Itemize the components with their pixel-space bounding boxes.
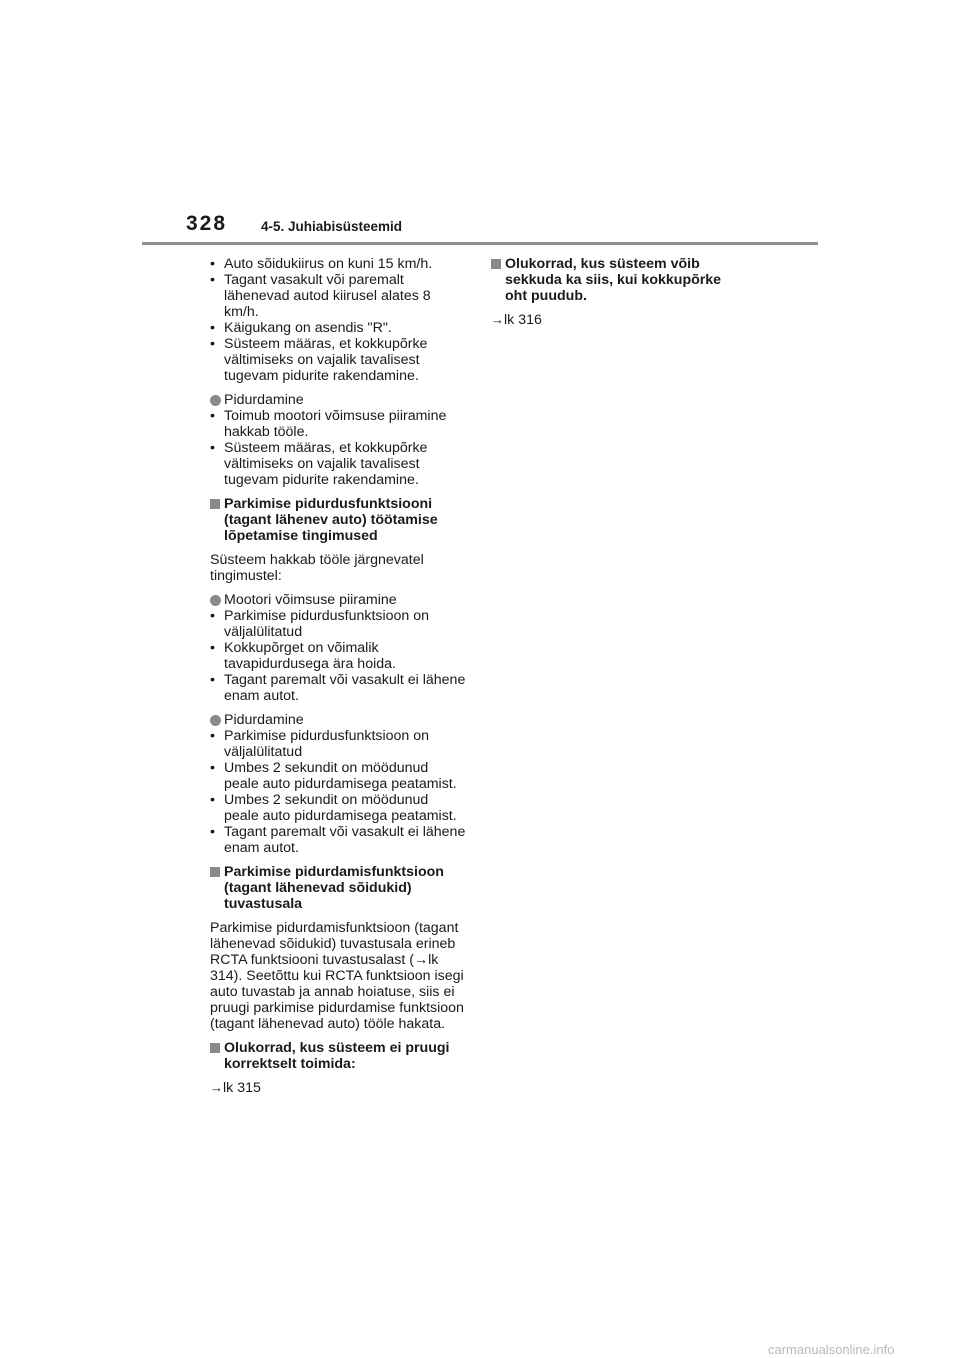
bullet-text: Süsteem määras, et kokkupõrke xyxy=(224,440,428,456)
bullet-item xyxy=(210,408,472,440)
paragraph-line: (tagant lähenevad auto) tööle hakata. xyxy=(210,1016,446,1032)
arrow-right-icon: → xyxy=(491,312,504,327)
bullet-text: Tagant paremalt või vasakult ei lähene xyxy=(224,672,466,688)
circle-bullet-icon xyxy=(210,595,221,606)
heading-text: tuvastusala xyxy=(224,896,303,912)
reference-text: lk 316 xyxy=(504,312,542,328)
group-title: Pidurdamine xyxy=(224,392,304,408)
group-title: Pidurdamine xyxy=(224,712,304,728)
heading-text: oht puudub. xyxy=(505,288,587,304)
heading-text: sekkuda ka siis, kui kokkupõrke xyxy=(505,272,722,288)
heading-text: lõpetamise tingimused xyxy=(224,528,378,544)
bullet-text: Kokkupõrget on võimalik xyxy=(224,640,379,656)
square-heading-icon xyxy=(210,499,220,509)
bullet-dot-icon: • xyxy=(210,408,215,424)
bullet-item xyxy=(210,440,472,488)
bullet-dot-icon: • xyxy=(210,320,215,336)
bullet-dot-icon: • xyxy=(210,792,215,808)
right-column xyxy=(491,256,753,336)
end-conditions-intro xyxy=(210,552,472,584)
bullet-text: Umbes 2 sekundit on möödunud xyxy=(224,760,429,776)
bullet-item xyxy=(210,256,472,272)
bullet-text: hakkab tööle. xyxy=(224,424,309,440)
bullet-text: Auto sõidukiirus on kuni 15 km/h. xyxy=(224,256,433,272)
bullet-text: Tagant paremalt või vasakult ei lähene xyxy=(224,824,466,840)
watermark: carmanualsonline.info xyxy=(768,1342,895,1357)
intro-bullet-list xyxy=(210,256,472,384)
bullet-item xyxy=(210,728,472,760)
section-title: 4-5. Juhiabisüsteemid xyxy=(261,219,403,234)
left-column xyxy=(210,256,472,1104)
bullet-item xyxy=(210,792,472,824)
square-heading-icon xyxy=(210,1043,220,1053)
bullet-dot-icon: • xyxy=(210,672,215,688)
bullet-dot-icon: • xyxy=(210,760,215,776)
circle-bullet-icon xyxy=(210,395,221,406)
heading-text: Olukorrad, kus süsteem võib xyxy=(505,256,700,272)
bullet-dot-icon: • xyxy=(210,728,215,744)
bullet-text: peale auto pidurdamisega peatamist. xyxy=(224,776,457,792)
bullet-text: Umbes 2 sekundit on möödunud xyxy=(224,792,429,808)
heading-end-conditions xyxy=(210,496,472,544)
bullet-dot-icon: • xyxy=(210,608,215,624)
braking-group-2 xyxy=(210,712,472,856)
bullet-dot-icon: • xyxy=(210,824,215,840)
heading-text: Parkimise pidurdamisfunktsioon xyxy=(224,864,444,880)
circle-bullet-icon xyxy=(210,715,221,726)
bullet-item xyxy=(210,272,472,320)
group-title-row xyxy=(210,392,472,408)
paragraph-line: RCTA funktsiooni tuvastusalast (→lk xyxy=(210,952,439,968)
heading-text: Parkimise pidurdusfunktsiooni xyxy=(224,496,433,512)
bullet-text: tavapidurdusega ära hoida. xyxy=(224,656,396,672)
group-title-row xyxy=(210,592,472,608)
bullet-text: väljalülitatud xyxy=(224,744,303,760)
bullet-item xyxy=(210,672,472,704)
paragraph-line: lähenevad sõidukid) tuvastusala erineb xyxy=(210,936,456,952)
bullet-text: tugevam pidurite rakendamine. xyxy=(224,472,419,488)
bullet-text: Parkimise pidurdusfunktsioon on xyxy=(224,728,430,744)
bullet-text: Parkimise pidurdusfunktsioon on xyxy=(224,608,430,624)
bullet-text: Toimub mootori võimsuse piiramine xyxy=(224,408,447,424)
bullet-dot-icon: • xyxy=(210,256,215,272)
braking-group-1 xyxy=(210,392,472,488)
page-reference-link[interactable] xyxy=(491,312,753,328)
bullet-text: vältimiseks on vajalik tavalisest xyxy=(224,352,420,368)
paragraph-line: pruugi parkimise pidurdamise funktsioon xyxy=(210,1000,464,1016)
bullet-text: Süsteem määras, et kokkupõrke xyxy=(224,336,428,352)
bullet-item xyxy=(210,640,472,672)
bullet-text: lähenevad autod kiirusel alates 8 xyxy=(224,288,431,304)
bullet-text: Käigukang on asendis "R". xyxy=(224,320,392,336)
bullet-dot-icon: • xyxy=(210,640,215,656)
group-title: Mootori võimsuse piiramine xyxy=(224,592,397,608)
bullet-dot-icon: • xyxy=(210,272,215,288)
page-reference-link[interactable] xyxy=(210,1080,472,1096)
bullet-item xyxy=(210,760,472,792)
paragraph-line: auto tuvastab ja annab hoiatuse, siis ei xyxy=(210,984,455,1000)
bullet-text: km/h. xyxy=(224,304,259,320)
heading-text: (tagant lähenev auto) töötamise xyxy=(224,512,438,528)
bullet-item xyxy=(210,336,472,384)
page-header xyxy=(0,0,960,250)
bullet-text: Tagant vasakult või paremalt xyxy=(224,272,404,288)
paragraph-line: 314). Seetõttu kui RCTA funktsioon isegi xyxy=(210,968,464,984)
arrow-right-icon: → xyxy=(210,1080,223,1095)
bullet-text: väljalülitatud xyxy=(224,624,303,640)
bullet-dot-icon: • xyxy=(210,336,215,352)
bullet-text: tugevam pidurite rakendamine. xyxy=(224,368,419,384)
bullet-text: enam autot. xyxy=(224,840,299,856)
reference-text: lk 315 xyxy=(223,1080,261,1096)
header-divider xyxy=(142,242,818,245)
heading-text: korrektselt toimida: xyxy=(224,1056,356,1072)
bullet-item xyxy=(210,824,472,856)
bullet-item xyxy=(210,320,472,336)
paragraph-line: Parkimise pidurdamisfunktsioon (tagant xyxy=(210,920,459,936)
page-number: 328 xyxy=(186,212,228,235)
bullet-dot-icon: • xyxy=(210,440,215,456)
square-heading-icon xyxy=(491,259,501,269)
square-heading-icon xyxy=(210,867,220,877)
heading-may-operate xyxy=(491,256,753,304)
heading-text: Olukorrad, kus süsteem ei pruugi xyxy=(224,1040,450,1056)
paragraph-line: Süsteem hakkab tööle järgnevatel xyxy=(210,552,424,568)
detection-area-paragraph xyxy=(210,920,472,1032)
bullet-text: enam autot. xyxy=(224,688,299,704)
bullet-text: vältimiseks on vajalik tavalisest xyxy=(224,456,420,472)
bullet-item xyxy=(210,608,472,640)
paragraph-line: tingimustel: xyxy=(210,568,282,584)
heading-detection-area xyxy=(210,864,472,912)
engine-group xyxy=(210,592,472,704)
bullet-text: peale auto pidurdamisega peatamist. xyxy=(224,808,457,824)
heading-not-operating xyxy=(210,1040,472,1072)
heading-text: (tagant lähenevad sõidukid) xyxy=(224,880,412,896)
group-title-row xyxy=(210,712,472,728)
